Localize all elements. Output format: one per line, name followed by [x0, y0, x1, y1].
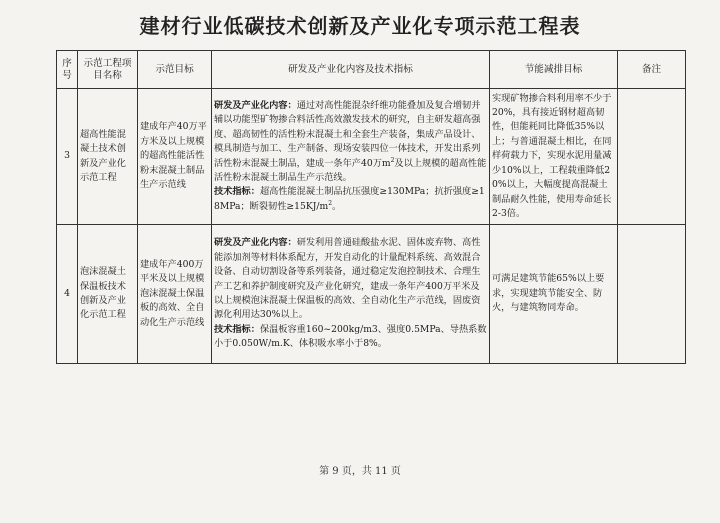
tech-text-end: 。: [332, 200, 342, 212]
header-target: 示范目标: [138, 51, 212, 89]
row-no: 4: [57, 225, 78, 364]
table-row: [57, 89, 686, 225]
tech-label: 技术指标：: [214, 186, 260, 198]
row-remark: [618, 225, 686, 364]
row-target: 建成年产40万平方米及以上规模的超高性能活性粉末混凝土制品生产示范线: [138, 89, 212, 225]
header-saving: 节能减排目标: [490, 51, 618, 89]
tech-superscript: 2: [328, 199, 333, 207]
table-row: [57, 225, 686, 364]
row-target: 建成年产400万平米及以上规模泡沫混凝土保温板的高效、全自动化生产示范线: [138, 225, 212, 364]
content-label: 研发及产业化内容：: [214, 237, 297, 249]
document-title: 建材行业低碳技术创新及产业化专项示范工程表: [139, 14, 581, 38]
tech-text: 超高性能混凝土制品抗压强度≥130MPa；抗折强度≥18MPa；断裂韧性≥15KJ/m: [214, 186, 485, 212]
demonstration-project-table: [56, 50, 686, 364]
header-no: 序号: [57, 51, 78, 89]
row-project-name: 泡沫混凝土保温板技术创新及产业化示范工程: [78, 225, 138, 364]
header-project-name: 示范工程项目名称: [78, 51, 138, 89]
content-text-tail: 及以上规模的超高性能活性粉末混凝土制品生产示范线。: [214, 157, 487, 183]
row-content: [212, 89, 490, 225]
row-content: [212, 225, 490, 364]
header-remark: 备注: [618, 51, 686, 89]
tech-text: 保温板容重160~200kg/m3、强度0.5MPa、导热系数小于0.050W/m.K、体积吸水率小于8%。: [214, 323, 487, 350]
table-header-row: [57, 51, 686, 89]
tech-label: 技术指标：: [214, 323, 260, 335]
content-text: 通过对高性能混杂纤维功能叠加及复合增韧并辅以功能型矿物掺合料活性高效激发技术的研究，自主研发超高强度、超高韧性的活性粉末混凝土和全套生产装备，集成产品设计、模具制造与加工、生产制备、现场安装四位一体技术，开发出系列活性粉末混凝土制品，建成一条年产40万m: [214, 99, 481, 169]
content-superscript: 2: [390, 156, 395, 164]
content-text: 研发利用普通硅酸盐水泥、固体废弃物、高性能添加剂等材料体系配方，开发自动化的计量配料系统、高效混合设备、自动切割设备等系列装备，通过稳定发泡控制技术、合理生产工艺和养护制度研究及产业化研究，建成一条年产400万平米及以上规模泡沫混凝土保温板的高效、全自动化生产示范线，固废资源化利用达30%以上。: [214, 237, 481, 321]
row-no: 3: [57, 89, 78, 225]
content-label: 研发及产业化内容：: [214, 99, 297, 111]
row-project-name: 超高性能混凝土技术创新及产业化示范工程: [78, 89, 138, 225]
row-remark: [618, 89, 686, 225]
header-content: 研发及产业化内容及技术指标: [212, 51, 490, 89]
row-saving-target: 实现矿物掺合料利用率不少于20%，具有接近钢材超高韧性，但能耗同比降低35%以上；与普通混凝土相比，在同样荷载力下，实现水泥用量减少10%以上，工程载重降低20%以上，大幅度提高混凝土制品耐久性能，使用寿命延长2-3倍。: [490, 89, 618, 225]
page-footer: 第 9 页，共 11 页: [319, 466, 401, 477]
row-saving-target: 可满足建筑节能65%以上要求，实现建筑节能安全、防火，与建筑物同寿命。: [490, 225, 618, 364]
